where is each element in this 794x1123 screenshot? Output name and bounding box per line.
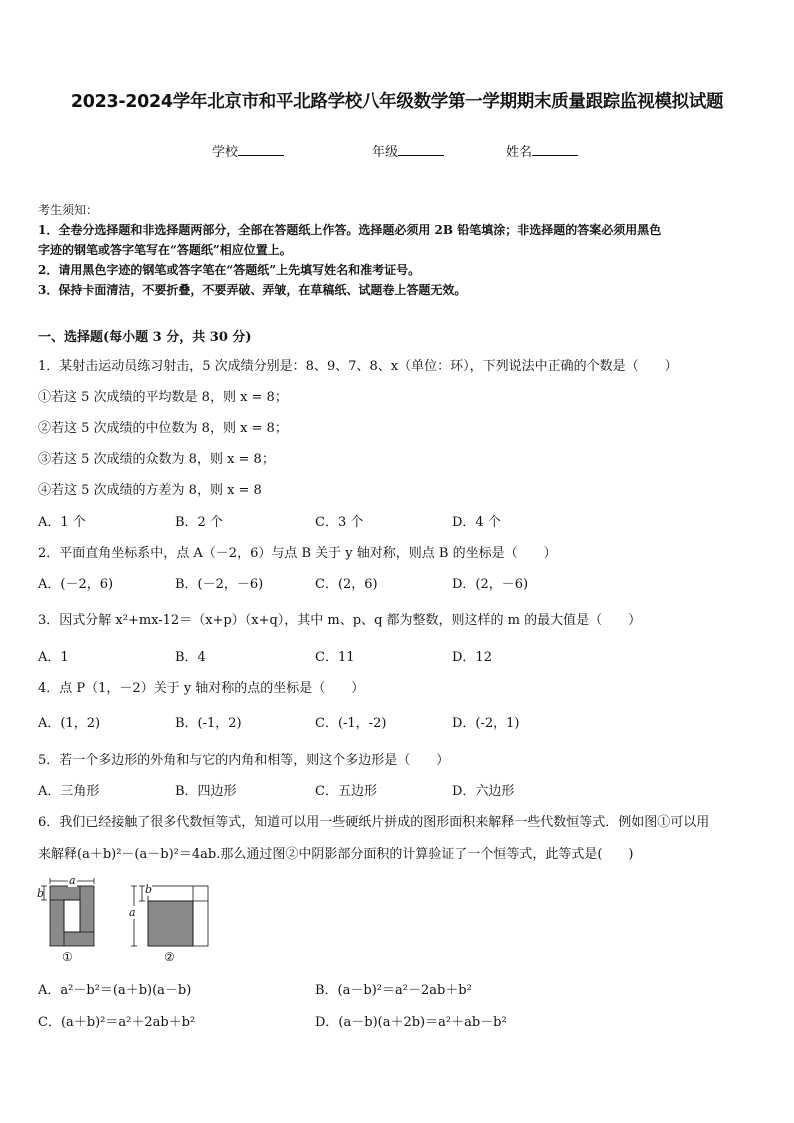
school-label: 学校 [212,145,239,160]
fig2-var-a: a [129,906,136,919]
notice-item: 字迹的钢笔或答字笔写在“答题纸”相应位置上。 [38,243,292,257]
q5-option-c[interactable]: C．五边形 [315,784,377,799]
q1-statement: ④若这 5 次成绩的方差为 8，则 x = 8 [38,483,262,498]
q6-option-d[interactable]: D．(a－b)(a＋2b)＝a²＋ab－b² [315,1015,507,1030]
q2-option-b[interactable]: B．(－2，－6) [175,577,264,592]
q2-stem: 2．平面直角坐标系中，点 A（－2，6）与点 B 关于 y 轴对称，则点 B 的坐标是（ ） [38,546,557,561]
name-blank[interactable] [532,143,578,156]
page-title: 2023-2024学年北京市和平北路学校八年级数学第一学期期末质量跟踪监视模拟试题 [70,92,724,112]
notice-block [38,200,760,300]
notice-heading: 考生须知： [38,203,99,217]
fig2-var-b: b [145,883,153,896]
fig1-label: ① [62,950,73,964]
q1-option-b[interactable]: B．2 个 [175,515,223,530]
q1-option-a[interactable]: A．1 个 [38,515,86,530]
q4-option-c[interactable]: C．(-1，-2) [315,716,387,731]
q4-option-d[interactable]: D．(-2，1) [452,716,520,731]
grade-label: 年级 [372,145,399,160]
notice-item: 1．全卷分选择题和非选择题两部分，全部在答题纸上作答。选择题必须用 2B 铅笔填涂；非选择题的答案必须用黑色 [38,223,662,237]
q1-stem: 1．某射击运动员练习射击，5 次成绩分别是：8、9、7、8、x（单位：环），下列说法中正确的个数是（ ） [38,359,678,374]
q1-statement: ③若这 5 次成绩的众数为 8，则 x = 8； [38,452,275,467]
q4-option-b[interactable]: B．(-1，2) [175,716,242,731]
q4-option-a[interactable]: A．(1，2) [38,716,101,731]
section-title: 一、选择题(每小题 3 分，共 30 分) [38,330,252,345]
q2-option-c[interactable]: C．(2，6) [315,577,378,592]
q1-option-d[interactable]: D．4 个 [452,515,501,530]
q6-stem-line1: 6．我们已经接触了很多代数恒等式，知道可以用一些硬纸片拼成的图形面积来解释一些代数恒等式．例如图①可以用 [38,815,710,830]
q6-option-b[interactable]: B．(a－b)²＝a²－2ab＋b² [315,983,472,998]
fig2-label: ② [164,950,175,964]
q5-stem: 5．若一个多边形的外角和与它的内角和相等，则这个多边形是（ ） [38,753,450,768]
fig1-var-a: a [69,874,76,887]
q3-option-c[interactable]: C．11 [315,650,355,665]
grade-field [372,141,444,160]
q3-option-d[interactable]: D．12 [452,650,492,665]
notice-item: 3．保持卡面清洁，不要折叠，不要弄破、弄皱，在草稿纸、试题卷上答题无效。 [38,283,467,297]
q6-option-c[interactable]: C．(a＋b)²＝a²＋2ab＋b² [38,1015,196,1030]
notice-item: 2．请用黑色字迹的钢笔或答字笔在“答题纸”上先填写姓名和准考证号。 [38,263,421,277]
name-field [506,141,578,160]
q1-statement: ①若这 5 次成绩的平均数是 8，则 x = 8； [38,390,288,405]
school-blank[interactable] [238,143,284,156]
q1-option-c[interactable]: C．3 个 [315,515,364,530]
q3-stem: 3．因式分解 x²+mx-12＝（x+p）（x+q），其中 m、p、q 都为整数，则这样的 m 的最大值是（ ） [38,613,642,628]
q2-option-a[interactable]: A．(－2，6) [38,577,114,592]
q1-statement: ②若这 5 次成绩的中位数为 8，则 x = 8； [38,421,288,436]
school-field [212,141,284,160]
q3-option-b[interactable]: B．4 [175,650,206,665]
grade-blank[interactable] [398,143,444,156]
q6-option-a[interactable]: A．a²－b²＝(a＋b)(a－b) [38,983,192,998]
fig1-var-b: b [37,887,45,900]
q6-stem-line2: 来解释(a＋b)²－(a－b)²＝4ab.那么通过图②中阴影部分面积的计算验证了一个恒等式，此等式是( ) [38,847,634,862]
q4-stem: 4．点 P（1，－2）关于 y 轴对称的点的坐标是（ ） [38,681,365,696]
name-label: 姓名 [506,145,533,160]
q5-option-b[interactable]: B．四边形 [175,784,237,799]
figure-2 [128,882,212,948]
q5-option-d[interactable]: D．六边形 [452,784,515,799]
q3-option-a[interactable]: A．1 [38,650,69,665]
q5-option-a[interactable]: A．三角形 [38,784,100,799]
q2-option-d[interactable]: D．(2，－6) [452,577,529,592]
